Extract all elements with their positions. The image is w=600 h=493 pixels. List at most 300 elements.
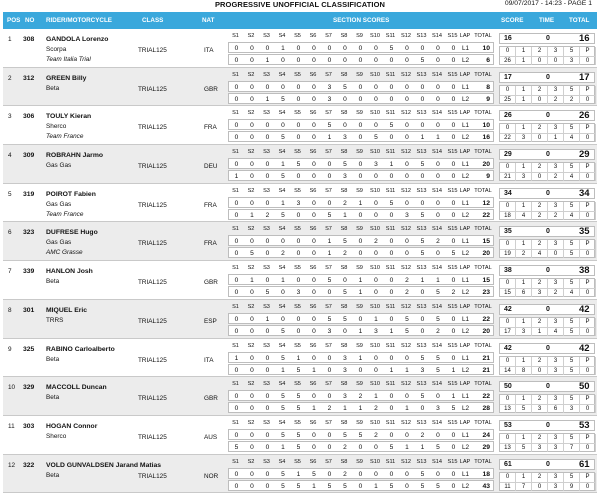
score-summary xyxy=(499,265,595,297)
count-label: 1 xyxy=(516,395,532,404)
section-score: 0 xyxy=(250,366,254,374)
section-header xyxy=(228,148,494,157)
rider-pos: 1 xyxy=(8,36,12,43)
section-score: 5 xyxy=(343,161,347,169)
rider-score: 16 xyxy=(504,35,512,42)
section-score: 0 xyxy=(451,443,456,451)
section-score: 0 xyxy=(296,57,301,64)
section-label: S15 xyxy=(447,419,458,426)
rider-class: TRIAL125 xyxy=(138,240,167,248)
section-score: 0 xyxy=(436,161,440,169)
lap-total: 43 xyxy=(482,482,490,490)
rider-motorcycle: Sherco xyxy=(46,432,67,440)
rider-pos: 12 xyxy=(8,461,16,469)
lap-2-scores xyxy=(228,480,494,491)
section-label: LAP xyxy=(459,303,471,310)
section-score: 0 xyxy=(327,366,332,374)
count-label: 5 xyxy=(564,279,580,288)
section-score: 0 xyxy=(358,57,363,64)
count-label: 5 xyxy=(564,202,580,211)
section-score: 0 xyxy=(250,443,254,451)
section-score: 0 xyxy=(358,315,363,323)
section-score: 0 xyxy=(250,327,254,335)
section-score: 0 xyxy=(420,83,425,91)
rider-time: 0 xyxy=(546,421,550,429)
lap-total: 10 xyxy=(482,45,490,52)
section-header xyxy=(228,109,494,118)
lap-total: 6 xyxy=(486,57,490,64)
table-row xyxy=(3,455,597,493)
rider-nationality: DEU xyxy=(204,163,218,171)
section-score: 5 xyxy=(389,443,394,451)
lap-2-scores xyxy=(228,170,494,181)
penalty-count-grid xyxy=(499,85,595,104)
section-score: 0 xyxy=(343,95,347,103)
section-label: S12 xyxy=(401,381,411,388)
section-label: S8 xyxy=(340,458,348,465)
rider-number: 303 xyxy=(23,422,35,430)
section-label: LAP xyxy=(459,226,471,233)
section-score: 0 xyxy=(327,289,332,297)
count-label: 5 xyxy=(564,163,580,172)
section-label: S4 xyxy=(278,419,286,426)
page-title: PROGRESSIVE UNOFFICIAL CLASSIFICATION xyxy=(214,0,386,9)
rider-score: 35 xyxy=(504,228,512,236)
section-score: 0 xyxy=(312,443,316,451)
section-score: 1 xyxy=(374,393,378,401)
penalty-count-grid xyxy=(499,162,595,181)
section-score: 0 xyxy=(296,173,301,181)
section-score: 0 xyxy=(296,277,301,285)
section-label: S11 xyxy=(385,419,396,426)
section-label: S9 xyxy=(356,33,363,39)
count-label: 1 xyxy=(516,124,532,133)
section-label: S2 xyxy=(247,419,255,426)
section-label: S6 xyxy=(309,71,317,78)
rider-score: 61 xyxy=(504,460,512,468)
rider-motorcycle: TRRS xyxy=(46,316,64,324)
section-label: S4 xyxy=(278,381,286,388)
rider-motorcycle: Gas Gas xyxy=(46,162,72,170)
lap-2-scores xyxy=(228,247,494,258)
section-score: 0 xyxy=(358,470,363,478)
penalty-count-grid xyxy=(499,46,595,65)
count-label: P xyxy=(580,240,596,249)
section-score: 0 xyxy=(296,250,301,258)
lap-label: L2 xyxy=(462,366,470,374)
section-label: S10 xyxy=(370,303,380,310)
count-value: 2 xyxy=(564,95,580,104)
lap-1-scores xyxy=(228,274,494,285)
section-score: 0 xyxy=(343,327,347,335)
section-label: S4 xyxy=(278,265,286,272)
rider-number: 308 xyxy=(23,36,35,43)
section-scores xyxy=(228,32,494,66)
lap-total: 22 xyxy=(482,211,490,219)
rider-number: 301 xyxy=(23,306,35,314)
count-value: 13 xyxy=(500,404,516,413)
rider-score: 53 xyxy=(504,421,512,429)
lap-total: 20 xyxy=(482,161,490,169)
section-label: S3 xyxy=(263,33,270,39)
lap-total: 15 xyxy=(482,238,490,246)
section-score: 5 xyxy=(343,289,347,297)
section-label: S6 xyxy=(309,419,317,426)
section-score: 5 xyxy=(343,431,347,439)
section-label: S12 xyxy=(401,187,411,194)
section-score: 0 xyxy=(405,134,409,142)
section-score: 0 xyxy=(451,83,456,91)
section-label: S4 xyxy=(278,342,286,349)
section-score: 0 xyxy=(451,173,456,181)
count-label: 0 xyxy=(500,124,516,133)
lap-label: L2 xyxy=(462,443,470,451)
section-label: LAP xyxy=(459,187,471,194)
lap-total: 21 xyxy=(482,366,490,374)
rider-score: 42 xyxy=(504,344,512,352)
section-label: S15 xyxy=(447,71,458,78)
header-total: TOTAL xyxy=(569,17,590,24)
section-score: 0 xyxy=(451,95,456,103)
count-value: 3 xyxy=(532,443,548,452)
count-label: P xyxy=(580,124,596,133)
count-value: 1 xyxy=(532,327,548,336)
section-score: 0 xyxy=(265,443,270,451)
section-score: 0 xyxy=(265,354,270,362)
rider-score: 26 xyxy=(504,112,512,120)
section-scores xyxy=(228,419,494,453)
count-value: 0 xyxy=(532,133,548,142)
count-label: 1 xyxy=(516,434,532,443)
section-score: 0 xyxy=(234,122,239,130)
lap-label: L1 xyxy=(462,238,470,246)
section-label: S10 xyxy=(370,342,380,349)
section-label: S9 xyxy=(356,381,363,388)
section-score: 1 xyxy=(451,393,456,401)
section-label: S7 xyxy=(325,381,332,388)
section-score: 0 xyxy=(389,238,394,246)
lap-total: 23 xyxy=(482,289,490,297)
rider-pos: 6 xyxy=(8,229,12,237)
count-value: 4 xyxy=(564,288,580,297)
section-score: 5 xyxy=(296,405,301,413)
count-label: 2 xyxy=(532,395,548,404)
count-value: 2 xyxy=(532,211,548,220)
score-box xyxy=(499,72,595,83)
count-label: 3 xyxy=(548,163,564,172)
section-score: 2 xyxy=(374,238,378,246)
rider-class: TRIAL125 xyxy=(138,85,167,93)
section-score: 0 xyxy=(312,211,316,219)
section-score: 5 xyxy=(436,443,440,451)
section-score: 0 xyxy=(296,211,301,219)
section-label: S10 xyxy=(370,419,380,426)
lap-total: 20 xyxy=(482,250,490,258)
section-label: S6 xyxy=(309,381,317,388)
section-label: S15 xyxy=(447,342,458,349)
section-score: 2 xyxy=(343,199,347,207)
section-score: 1 xyxy=(420,443,425,451)
header-nat: NAT xyxy=(202,17,215,24)
section-score: 0 xyxy=(389,405,394,413)
section-label: S2 xyxy=(247,342,255,349)
section-score: 5 xyxy=(265,289,270,297)
rider-total: 26 xyxy=(579,110,590,122)
section-label: S7 xyxy=(325,33,332,39)
section-score: 0 xyxy=(250,238,254,246)
count-label: 0 xyxy=(500,395,516,404)
section-score: 0 xyxy=(436,199,440,207)
lap-2-scores xyxy=(228,131,494,142)
rider-pos: 5 xyxy=(8,190,12,198)
section-score: 0 xyxy=(420,289,425,297)
rider-nationality: GBR xyxy=(204,85,218,93)
rider-pos: 7 xyxy=(8,268,12,276)
count-value: 3 xyxy=(516,172,532,181)
section-label: S8 xyxy=(340,419,348,426)
section-score: 5 xyxy=(281,393,285,401)
section-score: 0 xyxy=(327,173,332,181)
section-label: S3 xyxy=(263,381,270,388)
section-label: S10 xyxy=(370,381,380,388)
section-label: S14 xyxy=(432,381,442,388)
section-label: S14 xyxy=(432,110,442,117)
section-label: S9 xyxy=(356,187,363,194)
section-score: 0 xyxy=(296,83,301,91)
section-label: S2 xyxy=(247,303,255,310)
count-value: 3 xyxy=(548,482,564,491)
table-row xyxy=(3,222,597,261)
section-score: 0 xyxy=(312,83,316,91)
section-score: 0 xyxy=(281,122,285,130)
section-score: 0 xyxy=(312,315,316,323)
table-row xyxy=(3,300,597,339)
section-score: 0 xyxy=(389,83,394,91)
lap-total: 9 xyxy=(486,173,490,181)
section-score: 2 xyxy=(405,289,409,297)
section-score: 0 xyxy=(374,366,378,374)
section-label: S15 xyxy=(447,110,458,117)
penalty-count-grid xyxy=(499,356,595,375)
section-label: S3 xyxy=(263,303,270,310)
count-value: 5 xyxy=(564,249,580,258)
section-score: 0 xyxy=(312,238,316,246)
count-label: 0 xyxy=(500,163,516,172)
count-value: 0 xyxy=(580,211,596,220)
section-header xyxy=(228,342,494,351)
section-score: 1 xyxy=(420,277,425,285)
section-score: 2 xyxy=(405,277,409,285)
section-score: 0 xyxy=(281,83,285,91)
section-label: TOTAL xyxy=(474,458,492,465)
count-label: P xyxy=(580,163,596,172)
section-score: 0 xyxy=(389,393,394,401)
count-label: P xyxy=(580,395,596,404)
section-score: 5 xyxy=(296,393,301,401)
section-score: 0 xyxy=(250,354,254,362)
section-score: 2 xyxy=(451,289,456,297)
count-value: 13 xyxy=(500,443,516,452)
section-label: S7 xyxy=(325,458,332,465)
section-label: S13 xyxy=(416,149,427,156)
count-label: 2 xyxy=(532,434,548,443)
lap-total: 22 xyxy=(482,315,490,323)
count-value: 1 xyxy=(516,56,532,65)
section-score: 5 xyxy=(436,366,440,374)
count-label: 5 xyxy=(564,473,580,482)
section-score: 0 xyxy=(405,250,409,258)
section-score: 0 xyxy=(358,238,363,246)
count-label: 1 xyxy=(516,202,532,211)
rider-total: 42 xyxy=(579,303,590,315)
section-score: 0 xyxy=(374,45,378,52)
rider-number: 312 xyxy=(23,74,35,82)
section-label: S11 xyxy=(385,265,396,272)
section-label: TOTAL xyxy=(474,187,492,194)
rider-number: 329 xyxy=(23,384,35,392)
count-value: 0 xyxy=(580,56,596,65)
section-score: 0 xyxy=(312,95,316,103)
section-score: 1 xyxy=(420,134,425,142)
section-score: 0 xyxy=(312,431,316,439)
section-scores xyxy=(228,458,494,492)
count-label: 1 xyxy=(516,473,532,482)
section-score: 0 xyxy=(281,315,285,323)
count-label: 2 xyxy=(532,202,548,211)
count-value: 0 xyxy=(580,288,596,297)
section-score: 1 xyxy=(358,289,363,297)
section-score: 1 xyxy=(358,354,363,362)
section-score: 0 xyxy=(234,470,239,478)
section-score: 5 xyxy=(420,57,425,64)
section-score: 0 xyxy=(250,57,254,64)
section-label: S2 xyxy=(247,149,255,156)
section-score: 0 xyxy=(420,315,425,323)
section-score: 1 xyxy=(281,443,285,451)
section-score: 0 xyxy=(451,45,456,52)
rider-time: 0 xyxy=(546,228,550,236)
section-score: 0 xyxy=(265,173,270,181)
section-score: 0 xyxy=(451,482,456,490)
table-row xyxy=(3,261,597,300)
section-score: 2 xyxy=(436,327,440,335)
section-label: S8 xyxy=(340,149,348,156)
count-label: 5 xyxy=(564,124,580,133)
section-label: TOTAL xyxy=(474,265,492,272)
count-label: P xyxy=(580,473,596,482)
section-label: S12 xyxy=(401,71,411,78)
section-score: 0 xyxy=(436,173,440,181)
section-score: 1 xyxy=(281,45,285,52)
section-score: 0 xyxy=(265,161,270,169)
section-score: 3 xyxy=(296,289,301,297)
section-label: S7 xyxy=(325,149,332,156)
section-score: 5 xyxy=(436,482,440,490)
count-value: 2 xyxy=(548,172,564,181)
count-value: 5 xyxy=(564,327,580,336)
rider-team: Team France xyxy=(46,210,84,218)
section-score: 0 xyxy=(436,393,440,401)
section-score: 0 xyxy=(436,211,440,219)
rider-class: TRIAL125 xyxy=(138,433,167,441)
header-no: NO xyxy=(25,17,35,24)
section-score: 0 xyxy=(327,431,332,439)
rider-total: 61 xyxy=(579,458,590,470)
lap-2-scores xyxy=(228,93,494,104)
section-score: 0 xyxy=(420,327,425,335)
section-label: S6 xyxy=(309,458,317,465)
count-value: 1 xyxy=(548,133,564,142)
section-label: S8 xyxy=(340,342,348,349)
section-label: S9 xyxy=(356,110,363,117)
count-label: 3 xyxy=(548,202,564,211)
rider-pos: 2 xyxy=(8,74,12,82)
rider-total: 35 xyxy=(579,226,590,238)
section-score: 5 xyxy=(374,134,378,142)
count-label: P xyxy=(580,357,596,366)
section-score: 0 xyxy=(389,173,394,181)
table-row xyxy=(3,416,597,455)
section-score: 1 xyxy=(281,161,285,169)
count-label: 2 xyxy=(532,163,548,172)
count-label: 2 xyxy=(532,47,548,56)
section-score: 5 xyxy=(420,482,425,490)
section-score: 0 xyxy=(405,431,409,439)
section-score: 0 xyxy=(374,470,378,478)
section-score: 0 xyxy=(234,45,239,52)
table-row xyxy=(3,184,597,223)
section-scores xyxy=(228,148,494,182)
section-label: S3 xyxy=(263,71,270,78)
section-label: S13 xyxy=(416,342,427,349)
section-label: S15 xyxy=(447,303,458,310)
count-value: 3 xyxy=(548,366,564,375)
section-label: S12 xyxy=(401,226,411,233)
section-scores xyxy=(228,71,494,105)
rider-total: 34 xyxy=(579,187,590,199)
section-score: 1 xyxy=(389,327,394,335)
section-score: 0 xyxy=(374,199,378,207)
section-label: S6 xyxy=(309,226,317,233)
count-value: 3 xyxy=(548,443,564,452)
section-score: 0 xyxy=(312,354,316,362)
section-label: S11 xyxy=(385,342,396,349)
score-summary xyxy=(499,420,595,452)
header-sections: SECTION SCORES xyxy=(333,17,390,24)
section-label: S8 xyxy=(340,381,348,388)
section-label: S4 xyxy=(278,110,286,117)
section-label: S8 xyxy=(340,33,348,39)
section-label: S10 xyxy=(370,110,380,117)
section-label: S13 xyxy=(416,381,427,388)
section-score: 0 xyxy=(250,393,254,401)
section-score: 0 xyxy=(312,277,316,285)
count-label: 3 xyxy=(548,357,564,366)
section-score: 0 xyxy=(358,211,363,219)
section-label: S10 xyxy=(370,187,380,194)
lap-2-scores xyxy=(228,402,494,413)
section-score: 1 xyxy=(358,327,363,335)
count-value: 0 xyxy=(580,133,596,142)
section-label: S13 xyxy=(416,71,427,78)
rider-class: TRIAL125 xyxy=(138,317,167,325)
lap-label: L1 xyxy=(462,431,470,439)
section-score: 0 xyxy=(296,122,301,130)
count-value: 0 xyxy=(580,172,596,181)
rider-total: 16 xyxy=(579,33,590,44)
section-score: 0 xyxy=(234,161,239,169)
section-label: S3 xyxy=(263,110,270,117)
